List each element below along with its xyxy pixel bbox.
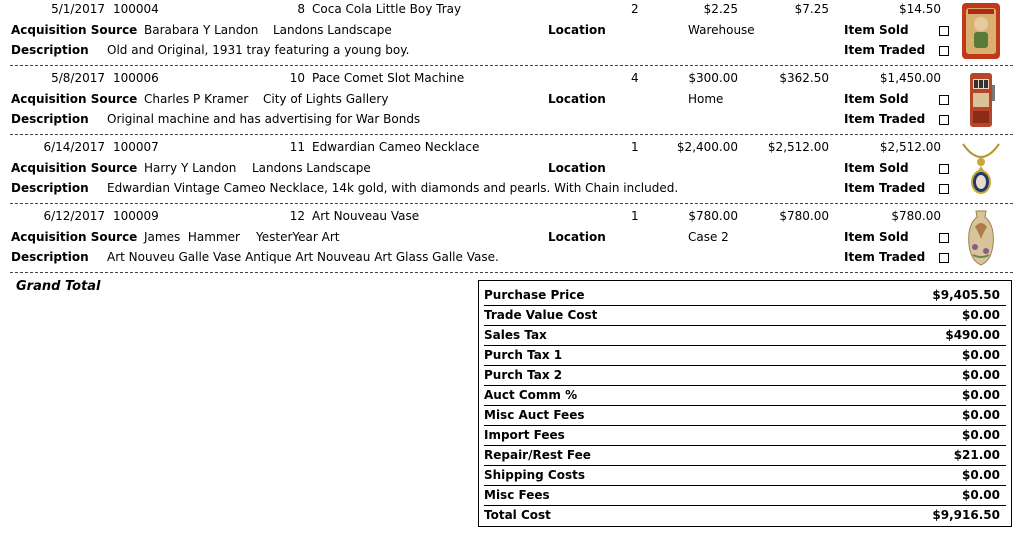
item-sold-checkbox[interactable] bbox=[939, 26, 949, 36]
total-row-value: $9,405.50 bbox=[932, 288, 1000, 302]
total-row-label: Misc Auct Fees bbox=[484, 408, 585, 422]
item-date: 6/14/2017 bbox=[43, 140, 105, 154]
item-record bbox=[0, 209, 1017, 276]
item-total: $780.00 bbox=[891, 209, 941, 223]
item-sold-checkbox[interactable] bbox=[939, 164, 949, 174]
total-row-import-fees bbox=[484, 426, 1006, 446]
total-row-label: Auct Comm % bbox=[484, 388, 578, 402]
item-number: 8 bbox=[297, 2, 305, 16]
item-value: $2,512.00 bbox=[767, 140, 829, 154]
item-cost: $2.25 bbox=[703, 2, 738, 16]
coca-cola-tray-thumbnail bbox=[961, 2, 1001, 60]
cameo-necklace-thumbnail bbox=[961, 140, 1001, 198]
item-total: $14.50 bbox=[899, 2, 941, 16]
total-row-value: $0.00 bbox=[962, 408, 1000, 422]
total-row-value: $21.00 bbox=[953, 448, 1000, 462]
description-label: Description bbox=[11, 43, 89, 57]
item-sold-label: Item Sold bbox=[844, 161, 909, 175]
acquisition-source-label: Acquisition Source bbox=[11, 230, 138, 244]
total-row-label: Total Cost bbox=[484, 508, 551, 522]
item-record bbox=[0, 140, 1017, 207]
total-row-value: $9,916.50 bbox=[932, 508, 1000, 522]
item-quantity: 2 bbox=[631, 2, 639, 16]
item-id: 100009 bbox=[113, 209, 159, 223]
total-row-misc-auct-fees bbox=[484, 406, 1006, 426]
item-cost: $780.00 bbox=[688, 209, 738, 223]
total-row-value: $0.00 bbox=[962, 388, 1000, 402]
record-divider bbox=[10, 272, 1013, 273]
item-quantity: 1 bbox=[631, 140, 639, 154]
item-id: 100006 bbox=[113, 71, 159, 85]
item-quantity: 4 bbox=[631, 71, 639, 85]
total-row-value: $0.00 bbox=[962, 488, 1000, 502]
item-id: 100007 bbox=[113, 140, 159, 154]
item-sold-label: Item Sold bbox=[844, 23, 909, 37]
item-cost: $300.00 bbox=[688, 71, 738, 85]
item-sold-label: Item Sold bbox=[844, 230, 909, 244]
location-label: Location bbox=[548, 161, 606, 175]
item-description: Original machine and has advertising for War Bonds bbox=[107, 112, 421, 126]
total-row-repair-rest-fee bbox=[484, 446, 1006, 466]
item-id: 100004 bbox=[113, 2, 159, 16]
acquisition-source-person: Charles P Kramer bbox=[144, 92, 249, 106]
acquisition-source-label: Acquisition Source bbox=[11, 161, 138, 175]
total-row-label: Trade Value Cost bbox=[484, 308, 598, 322]
item-location: Warehouse bbox=[688, 23, 755, 37]
item-name: Edwardian Cameo Necklace bbox=[312, 140, 480, 154]
acquisition-source-label: Acquisition Source bbox=[11, 23, 138, 37]
item-location: Case 2 bbox=[688, 230, 729, 244]
total-row-trade-value-cost bbox=[484, 306, 1006, 326]
record-divider bbox=[10, 65, 1013, 66]
slot-machine-thumbnail bbox=[961, 71, 1001, 129]
total-row-purch-tax-1 bbox=[484, 346, 1006, 366]
total-row-value: $490.00 bbox=[945, 328, 1000, 342]
item-description: Edwardian Vintage Cameo Necklace, 14k gold, with diamonds and pearls. With Chain included. bbox=[107, 181, 679, 195]
total-row-purch-tax-2 bbox=[484, 366, 1006, 386]
item-location: Home bbox=[688, 92, 724, 106]
total-row-label: Purch Tax 1 bbox=[484, 348, 563, 362]
item-number: 11 bbox=[289, 140, 305, 154]
total-row-value: $0.00 bbox=[962, 348, 1000, 362]
total-row-label: Misc Fees bbox=[484, 488, 550, 502]
item-description: Art Nouveu Galle Vase Antique Art Nouveau Art Glass Galle Vase. bbox=[107, 250, 499, 264]
item-traded-label: Item Traded bbox=[844, 112, 926, 126]
item-date: 5/1/2017 bbox=[51, 2, 105, 16]
total-row-value: $0.00 bbox=[962, 428, 1000, 442]
item-description: Old and Original, 1931 tray featuring a young boy. bbox=[107, 43, 410, 57]
total-row-label: Sales Tax bbox=[484, 328, 547, 342]
item-number: 12 bbox=[289, 209, 305, 223]
item-name: Coca Cola Little Boy Tray bbox=[312, 2, 462, 16]
total-row-shipping-costs bbox=[484, 466, 1006, 486]
total-row-total-cost bbox=[484, 506, 1006, 526]
item-sold-label: Item Sold bbox=[844, 92, 909, 106]
description-label: Description bbox=[11, 112, 89, 126]
item-sold-checkbox[interactable] bbox=[939, 95, 949, 105]
description-label: Description bbox=[11, 181, 89, 195]
acquisition-source-shop: Landons Landscape bbox=[252, 161, 371, 175]
item-number: 10 bbox=[289, 71, 305, 85]
item-total: $2,512.00 bbox=[879, 140, 941, 154]
item-traded-checkbox[interactable] bbox=[939, 253, 949, 263]
item-total: $1,450.00 bbox=[879, 71, 941, 85]
acquisition-source-label: Acquisition Source bbox=[11, 92, 138, 106]
item-name: Art Nouveau Vase bbox=[312, 209, 420, 223]
item-name: Pace Comet Slot Machine bbox=[312, 71, 465, 85]
item-traded-label: Item Traded bbox=[844, 250, 926, 264]
item-value: $780.00 bbox=[779, 209, 829, 223]
item-date: 6/12/2017 bbox=[43, 209, 105, 223]
record-divider bbox=[10, 203, 1013, 204]
item-traded-checkbox[interactable] bbox=[939, 46, 949, 56]
total-row-label: Import Fees bbox=[484, 428, 565, 442]
item-traded-label: Item Traded bbox=[844, 43, 926, 57]
acquisition-source-shop: Landons Landscape bbox=[273, 23, 392, 37]
total-row-sales-tax bbox=[484, 326, 1006, 346]
item-quantity: 1 bbox=[631, 209, 639, 223]
item-record bbox=[0, 71, 1017, 138]
item-traded-checkbox[interactable] bbox=[939, 184, 949, 194]
item-date: 5/8/2017 bbox=[51, 71, 105, 85]
item-cost: $2,400.00 bbox=[676, 140, 738, 154]
item-value: $362.50 bbox=[779, 71, 829, 85]
item-traded-checkbox[interactable] bbox=[939, 115, 949, 125]
acquisition-source-person: Harry Y Landon bbox=[144, 161, 237, 175]
record-divider bbox=[10, 134, 1013, 135]
total-row-label: Purch Tax 2 bbox=[484, 368, 563, 382]
total-row-label: Shipping Costs bbox=[484, 468, 585, 482]
total-row-label: Purchase Price bbox=[484, 288, 585, 302]
total-row-value: $0.00 bbox=[962, 368, 1000, 382]
location-label: Location bbox=[548, 230, 606, 244]
acquisition-source-shop: YesterYear Art bbox=[256, 230, 340, 244]
grand-total-heading: Grand Total bbox=[16, 279, 101, 294]
item-value: $7.25 bbox=[794, 2, 829, 16]
total-row-purchase-price bbox=[484, 286, 1006, 306]
total-row-label: Repair/Rest Fee bbox=[484, 448, 591, 462]
item-sold-checkbox[interactable] bbox=[939, 233, 949, 243]
acquisition-source-person: Barabara Y Landon bbox=[144, 23, 259, 37]
grand-total-summary bbox=[478, 280, 1012, 527]
description-label: Description bbox=[11, 250, 89, 264]
total-row-value: $0.00 bbox=[962, 468, 1000, 482]
location-label: Location bbox=[548, 92, 606, 106]
acquisition-source-person: James Hammer bbox=[144, 230, 240, 244]
location-label: Location bbox=[548, 23, 606, 37]
acquisition-source-shop: City of Lights Gallery bbox=[263, 92, 389, 106]
art-vase-thumbnail bbox=[961, 209, 1001, 267]
total-row-value: $0.00 bbox=[962, 308, 1000, 322]
item-traded-label: Item Traded bbox=[844, 181, 926, 195]
item-record bbox=[0, 2, 1017, 69]
total-row-misc-fees bbox=[484, 486, 1006, 506]
total-row-auct-comm bbox=[484, 386, 1006, 406]
